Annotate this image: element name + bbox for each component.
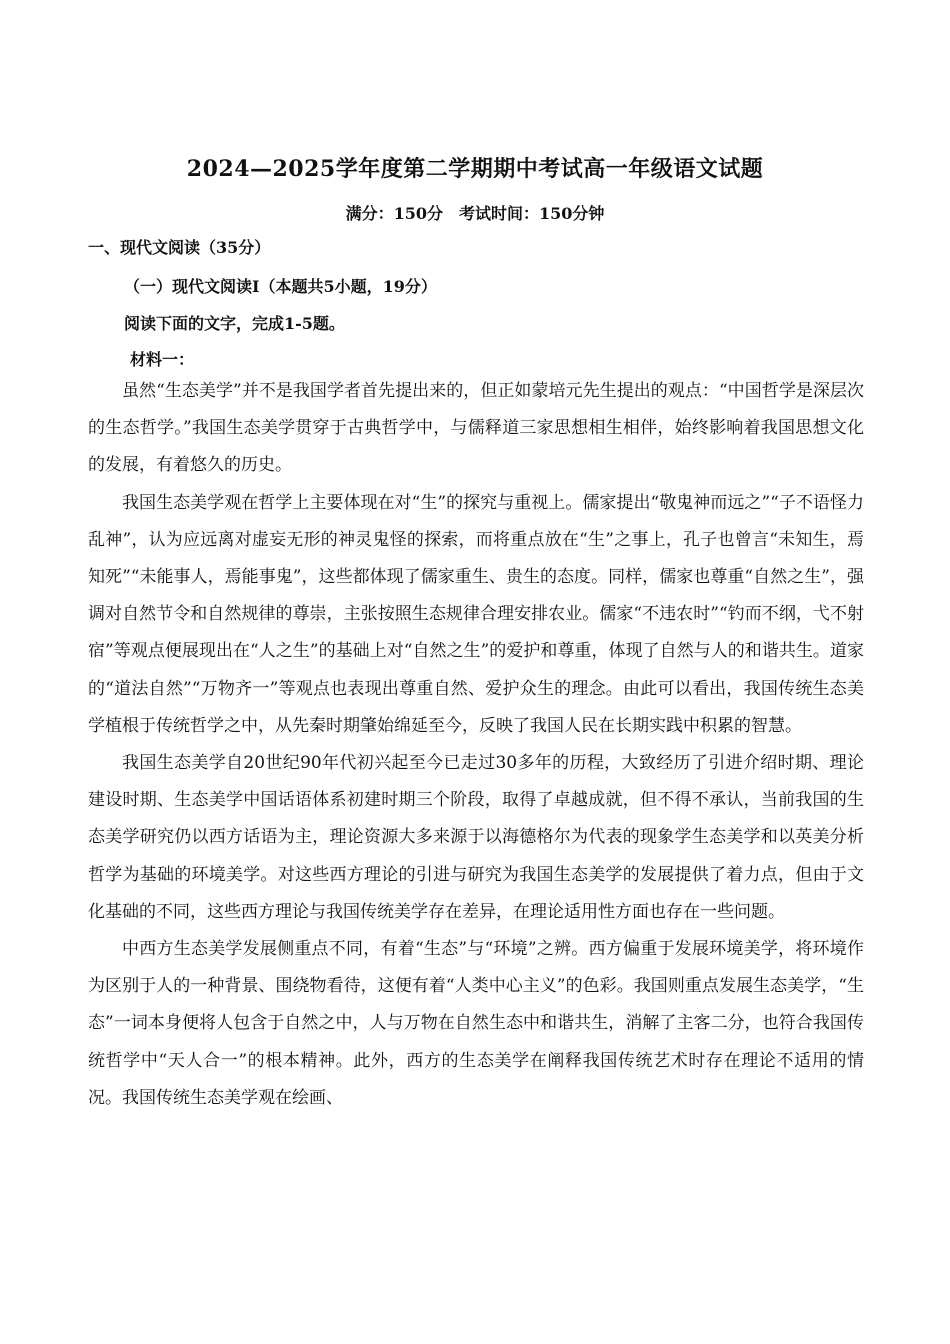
reading-instruction: 阅读下面的文字，完成1-5题。 xyxy=(124,314,345,333)
section-heading: 一、现代文阅读（35分） xyxy=(88,238,271,257)
paragraph-3: 我国生态美学自20世纪90年代初兴起至今已走过30多年的历程，大致经历了引进介绍时期、理论建设时期、生态美学中国话语体系初建时期三个阶段，取得了卓越成就，但不得不承认，当前我国的生态美学研究仍以西方话语为主，理论资源大多来源于以海德格尔为代表的现象学生态美学和以英美分析哲学为基础的环境美学。对这些西方理论的引进与研究为我国生态美学的发展提供了着力点，但由于文化基础的不同，这些西方理论与我国传统美学存在差异，在理论适用性方面也存在一些问题。 xyxy=(88,753,864,922)
material-body xyxy=(88,373,864,1117)
paragraph-1: 虽然“生态美学”并不是我国学者首先提出来的，但正如蒙培元先生提出的观点：“中国哲学是深层次的生态哲学。”我国生态美学贯穿于古典哲学中，与儒释道三家思想相生相伴，始终影响着我国思想文化的发展，有着悠久的历史。 xyxy=(88,381,864,476)
exam-subtitle: 满分：150分 考试时间：150分钟 xyxy=(345,204,605,223)
subsection-heading: （一）现代文阅读Ⅰ（本题共5小题，19分） xyxy=(124,277,437,296)
paragraph-4: 中西方生态美学发展侧重点不同，有着“生态”与“环境”之辨。西方偏重于发展环境美学，将环境作为区别于人的一种背景、围绕物看待，这便有着“人类中心主义”的色彩。我国则重点发展生态美学，“生态”一词本身便将人包含于自然之中，人与万物在自然生态中和谐共生，消解了主客二分，也符合我国传统哲学中“天人合一”的根本精神。此外，西方的生态美学在阐释我国传统艺术时存在理论不适用的情况。我国传统生态美学观在绘画、 xyxy=(88,939,864,1108)
paragraph-2: 我国生态美学观在哲学上主要体现在对“生”的探究与重视上。儒家提出“敬鬼神而远之”“子不语怪力乱神”，认为应远离对虚妄无形的神灵鬼怪的探索，而将重点放在“生”之事上，孔子也曾言“未知生，焉知死”“未能事人，焉能事鬼”，这些都体现了儒家重生、贵生的态度。同样，儒家也尊重“自然之生”，强调对自然节令和自然规律的尊崇，主张按照生态规律合理安排农业。儒家“不违农时”“钓而不纲，弋不射宿”等观点便展现出在“人之生”的基础上对“自然之生”的爱护和尊重，体现了自然与人的和谐共生。道家的“道法自然”“万物齐一”等观点也表现出尊重自然、爱护众生的理念。由此可以看出，我国传统生态美学植根于传统哲学之中，从先秦时期肇始绵延至今，反映了我国人民在长期实践中积累的智慧。 xyxy=(88,492,864,736)
exam-title: 2024—2025学年度第二学期期中考试高一年级语文试题 xyxy=(186,156,764,182)
material-label: 材料一： xyxy=(130,350,195,369)
